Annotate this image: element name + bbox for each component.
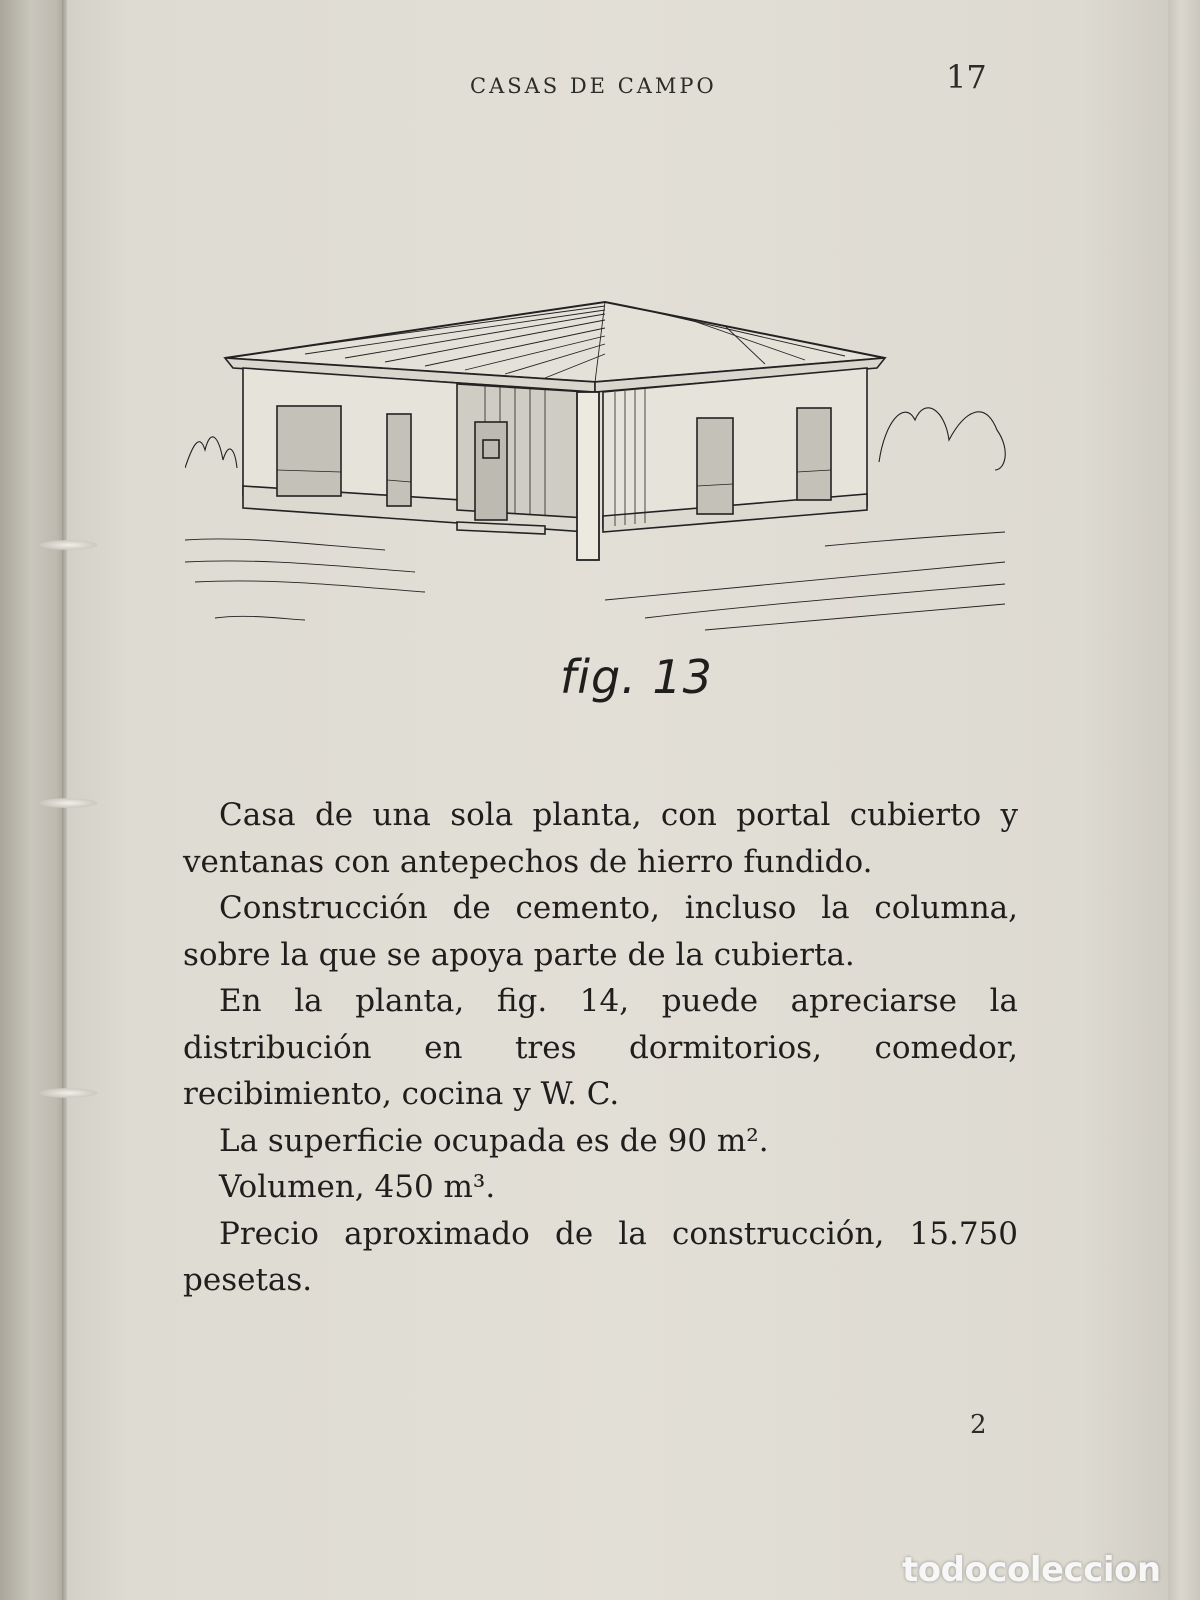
binding-stitch [40, 540, 98, 550]
figure-caption: fig. 13 [560, 650, 713, 704]
body-text [183, 792, 1018, 1304]
binding-stitch [40, 1088, 98, 1098]
paragraph: Casa de una sola planta, con portal cubierto y ventanas con antepechos de hierro fundido. [183, 797, 1018, 880]
folio-number: 2 [970, 1410, 987, 1440]
house-illustration-icon [185, 300, 1020, 640]
binding-stitch [40, 798, 98, 808]
paragraph: Construcción de cemento, incluso la columna, sobre la que se apoya parte de la cubierta. [183, 890, 1018, 973]
running-title: CASAS DE CAMPO [470, 74, 717, 98]
paragraph: En la planta, fig. 14, puede apreciarse la distribución en tres dormitorios, comedor, recibimiento, cocina y W. C. [183, 983, 1018, 1112]
watermark: todocoleccion [902, 1550, 1161, 1590]
right-page-edge [1168, 0, 1200, 1600]
paragraph: Volumen, 450 m³. [219, 1169, 496, 1205]
paragraph: La superficie ocupada es de 90 m². [219, 1122, 769, 1159]
page-number: 17 [946, 58, 987, 96]
paragraph: Precio aproximado de la construcción, 15.750 pesetas. [183, 1215, 1018, 1298]
